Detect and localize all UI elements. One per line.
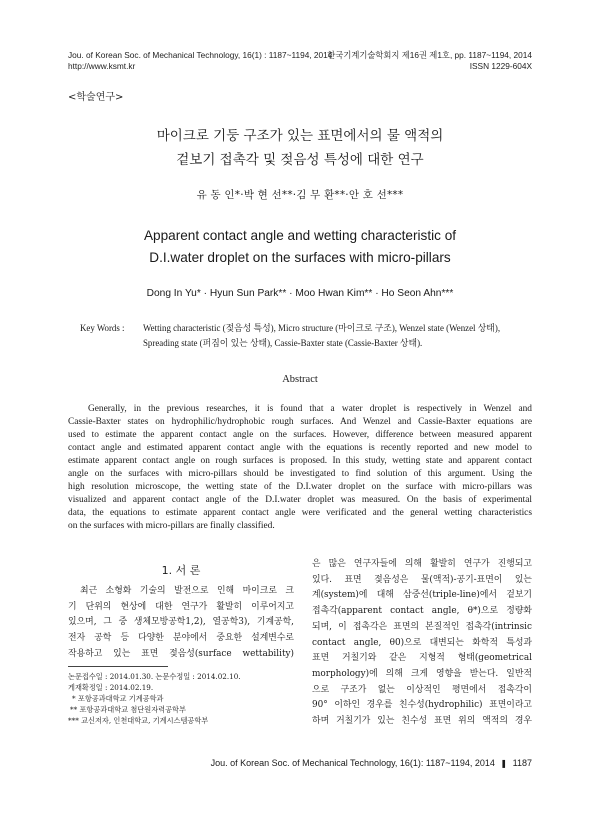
abstract-body xyxy=(68,403,532,533)
body-line: 최근 소형화 기술의 발전으로 인해 마이크로 크 xyxy=(80,586,294,596)
abstract-heading: Abstract xyxy=(282,374,318,385)
abstract-line: Generally, in the previous researches, it is found that a water droplet is respectively in Wenzel and xyxy=(88,404,532,414)
header-issn: ISSN 1229-604X xyxy=(469,61,532,71)
section-heading-introduction: 1. 서 론 xyxy=(161,564,201,577)
abstract-line: on the surfaces with micro-pillars are finally classified. xyxy=(68,521,275,532)
footnote-divider xyxy=(68,666,168,667)
body-line: contact angle, θ0)으로 대변되는 화학적 특성과 xyxy=(312,637,532,648)
page-number: 1187 xyxy=(512,758,532,768)
journal-citation-header xyxy=(68,50,332,72)
abstract-line: contact angle and estimated apparent contact angle with the equations is recently reported and new model to xyxy=(68,443,532,454)
abstract-line: high resolution microscope, the wetting state of the D.I.water droplet on the surface with micro-pillars was xyxy=(68,482,532,493)
header-korean-citation: 한국기계기술학회지 제16권 제1호, pp. 1187~1194, 2014 xyxy=(327,50,532,60)
authors-english: Dong In Yu* · Hyun Sun Park** · Moo Hwan Kim** · Ho Seon Ahn*** xyxy=(146,288,454,299)
body-line: 있으며, 그 중 생체모방공학1,2), 열공학3), 기계공학, xyxy=(68,617,294,628)
journal-korean-header xyxy=(327,50,532,72)
body-right-column xyxy=(312,557,532,730)
authors-korean: 유 동 인*·박 현 선**·김 무 환**·안 호 선*** xyxy=(196,189,404,201)
footnote-affiliation-1: * 포항공과대학교 기계공학과 xyxy=(72,694,164,703)
body-line: morphology)에 의해 크게 영향을 받는다. 일반적 xyxy=(312,668,532,679)
page-footer xyxy=(211,758,532,768)
body-line: 접촉각(apparent contact angle, θ*)으로 정량화 xyxy=(312,606,532,617)
title-korean-line2: 겉보기 접촉각 및 젖음성 특성에 대한 연구 xyxy=(176,152,424,168)
header-url: http://www.ksmt.kr xyxy=(68,61,136,71)
footer-citation: Jou. of Korean Soc. of Mechanical Technology, 16(1): 1187~1194, 2014 xyxy=(210,758,495,768)
header-citation: Jou. of Korean Soc. of Mechanical Technology, 16(1) : 1187~1194, 2014 xyxy=(68,50,333,60)
body-line: 작용하고 있는 표면 젖음성(surface wettability) xyxy=(68,648,294,659)
footnote-affiliation-3: *** 교신저자, 인천대학교, 기계시스템공학부 xyxy=(68,716,209,725)
title-english-line2: D.I.water droplet on the surfaces with micro-pillars xyxy=(149,250,451,265)
body-line: 계(system)에 대해 삼중선(triple-line)에서 겉보기 xyxy=(312,590,532,601)
body-line: 전자 공학 등 다양한 분야에서 중요한 설계변수로 xyxy=(68,633,294,644)
body-line: 표면 거칠기와 같은 지형적 형태(geometrical xyxy=(312,653,532,664)
footnote-approved: 게재확정일 : 2014.02.19. xyxy=(68,683,154,692)
keywords-line1: Wetting characteristic (젖음성 특성), Micro structure (마이크로 구조), Wenzel state (Wenzel 상태), xyxy=(143,323,501,333)
footnote-affiliation-2: ** 포항공과대학교 첨단원자력공학부 xyxy=(70,705,186,714)
body-line: 으로 구조가 없는 이상적인 평면에서 접촉각이 xyxy=(312,684,532,695)
body-line: 기 단위의 현상에 대한 연구가 활발히 이루어지고 xyxy=(68,601,294,612)
abstract-line: used to estimate the apparent contact angle on the surfaces. However, difference between measured apparent xyxy=(68,430,532,441)
abstract-line: angle on the surfaces with micro-pillars should be investigated to find solution of this argument. Using the xyxy=(68,469,532,480)
keywords-label: Key Words : xyxy=(80,323,125,333)
body-line: 있다. 표면 젖음성은 물(액적)-공기-표면이 있는 xyxy=(312,574,532,585)
footnote-dates: 논문접수일 : 2014.01.30. 논문수정일 : 2014.02.10. xyxy=(68,672,241,681)
body-line: 은 많은 연구자들에 의해 활발히 연구가 진행되고 xyxy=(312,559,532,569)
abstract-line: Cassie-Baxter states on hydrophilic/hydrophobic rough surfaces. And Wenzel and Cassie-Baxter equations are xyxy=(68,417,532,428)
body-line: 하며 거칠기가 있는 친수성 표면 위의 액적의 경우 xyxy=(312,716,532,727)
body-left-column xyxy=(68,584,294,663)
keywords-line2: Spreading state (퍼짐이 있는 상태), Cassie-Baxter state (Cassie-Baxter 상태). xyxy=(143,338,423,348)
abstract-line: data, the equations to estimate apparent contact angle were verificated and the general wetting characteristics xyxy=(68,508,532,519)
section-tag: <학술연구> xyxy=(68,92,124,103)
abstract-line: estimate apparent contact angle on rough surfaces is proposed. In this study, wetting state and apparent contact xyxy=(68,456,532,467)
footer-separator: ❚ xyxy=(500,759,508,768)
body-line: 90° 이하인 경우를 친수성(hydrophilic) 표면이라고 xyxy=(312,700,532,711)
abstract-line: visualized and apparent contact angle of the D.I.water droplet was measured. On the basis of experimental xyxy=(68,495,532,506)
footnotes xyxy=(68,671,298,726)
body-line: 되며, 이 접촉각은 표면의 본질적인 접촉각(intrinsic xyxy=(312,621,532,632)
title-korean-line1: 마이크로 기둥 구조가 있는 표면에서의 물 액적의 xyxy=(156,128,444,144)
title-english-line1: Apparent contact angle and wetting characteristic of xyxy=(143,228,457,243)
